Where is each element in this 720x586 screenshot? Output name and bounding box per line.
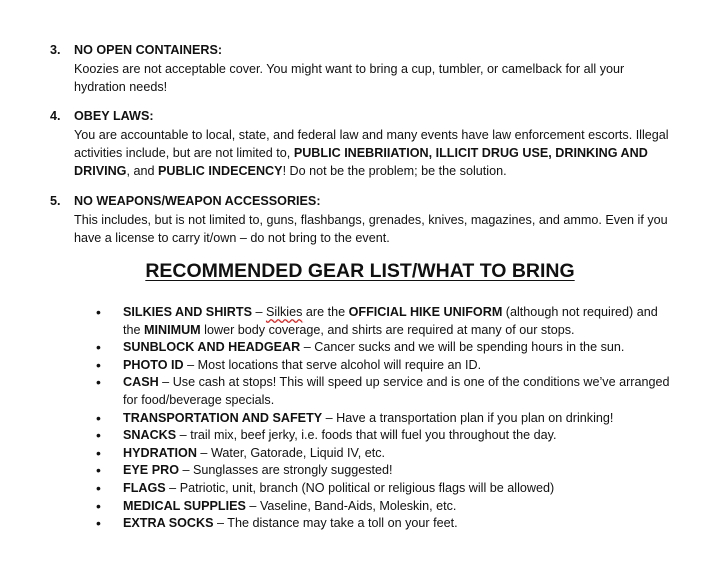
rule-body: Koozies are not acceptable cover. You might want to bring a cup, tumbler, or camelback for all your hydration needs! — [74, 62, 625, 94]
list-item — [96, 410, 676, 428]
list-item — [96, 515, 676, 533]
item-term: PHOTO ID — [123, 357, 184, 372]
rule-number: 3. — [50, 43, 61, 57]
item-text: – Most locations that serve alcohol will require an ID. — [183, 357, 482, 372]
item-text: – — [251, 305, 266, 319]
rule-title: NO OPEN CONTAINERS: — [74, 43, 223, 57]
item-text: – trail mix, beef jerky, i.e. foods that will fuel you throughout the day. — [176, 428, 557, 443]
item-text: – Patriotic, unit, branch (NO political or religious flags will be allowed) — [165, 480, 555, 495]
item-emphasis: MINIMUM — [144, 322, 201, 337]
list-item — [96, 427, 676, 445]
spellcheck-word: Silkies — [266, 305, 303, 319]
list-item — [96, 445, 676, 463]
list-item — [96, 480, 676, 498]
rule-number: 4. — [50, 109, 61, 123]
item-term: TRANSPORTATION AND SAFETY — [123, 410, 323, 425]
item-text: – Use cash at stops! This will speed up service and is one of the conditions we’ve arranged for food/beverage specials. — [123, 375, 670, 407]
rule-title: NO WEAPONS/WEAPON ACCESSORIES: — [74, 194, 321, 208]
item-term: SNACKS — [123, 428, 177, 443]
rule-emphasis: PUBLIC INEBRIIATION, ILLICIT DRUG USE, DRINKING AND DRIVING — [74, 146, 648, 178]
item-text: lower body coverage, and shirts are required at many of our stops. — [200, 322, 575, 337]
list-item — [96, 462, 676, 480]
rule-text: , and — [126, 164, 158, 178]
list-item — [96, 304, 676, 339]
item-term: MEDICAL SUPPLIES — [123, 498, 246, 513]
item-term: HYDRATION — [123, 445, 197, 460]
item-emphasis: OFFICIAL HIKE UNIFORM — [348, 305, 503, 319]
item-text: – Vaseline, Band-Aids, Moleskin, etc. — [245, 498, 457, 513]
item-term: SILKIES AND SHIRTS — [123, 305, 252, 319]
item-text: – Water, Gatorade, Liquid IV, etc. — [196, 445, 386, 460]
item-text: – Have a transportation plan if you plan on drinking! — [322, 410, 614, 425]
item-term: SUNBLOCK AND HEADGEAR — [123, 340, 301, 355]
rule-text: ! Do not be the problem; be the solution. — [282, 164, 507, 178]
item-term: CASH — [123, 375, 159, 390]
rule-body: This includes, but is not limited to, guns, flashbangs, grenades, knives, magazines, and ammo. Even if you have a license to carry it/own – do not bring to the event. — [74, 213, 668, 245]
item-term: FLAGS — [123, 480, 166, 495]
rule-number: 5. — [50, 194, 61, 208]
rule-body — [74, 126, 674, 180]
item-term: EXTRA SOCKS — [123, 516, 214, 531]
list-item — [96, 339, 676, 357]
rule-text: You are accountable to local, state, and federal law and many events have law enforcement escorts. Illegal activities include, but are not limited to, — [74, 128, 669, 160]
list-item — [96, 498, 676, 516]
item-text: – Cancer sucks and we will be spending hours in the sun. — [300, 340, 625, 355]
item-text: are the — [302, 305, 349, 319]
gear-list — [96, 304, 676, 533]
item-text: – Sunglasses are strongly suggested! — [179, 463, 393, 478]
item-text: (although not required) and the — [123, 305, 658, 337]
gear-list-heading: RECOMMENDED GEAR LIST/WHAT TO BRING — [145, 260, 575, 282]
item-term: EYE PRO — [123, 463, 179, 478]
rule-emphasis: PUBLIC INDECENCY — [158, 164, 283, 178]
item-text: – The distance may take a toll on your feet. — [213, 516, 458, 531]
rule-title: OBEY LAWS: — [74, 109, 154, 123]
list-item — [96, 374, 676, 409]
list-item — [96, 357, 676, 375]
